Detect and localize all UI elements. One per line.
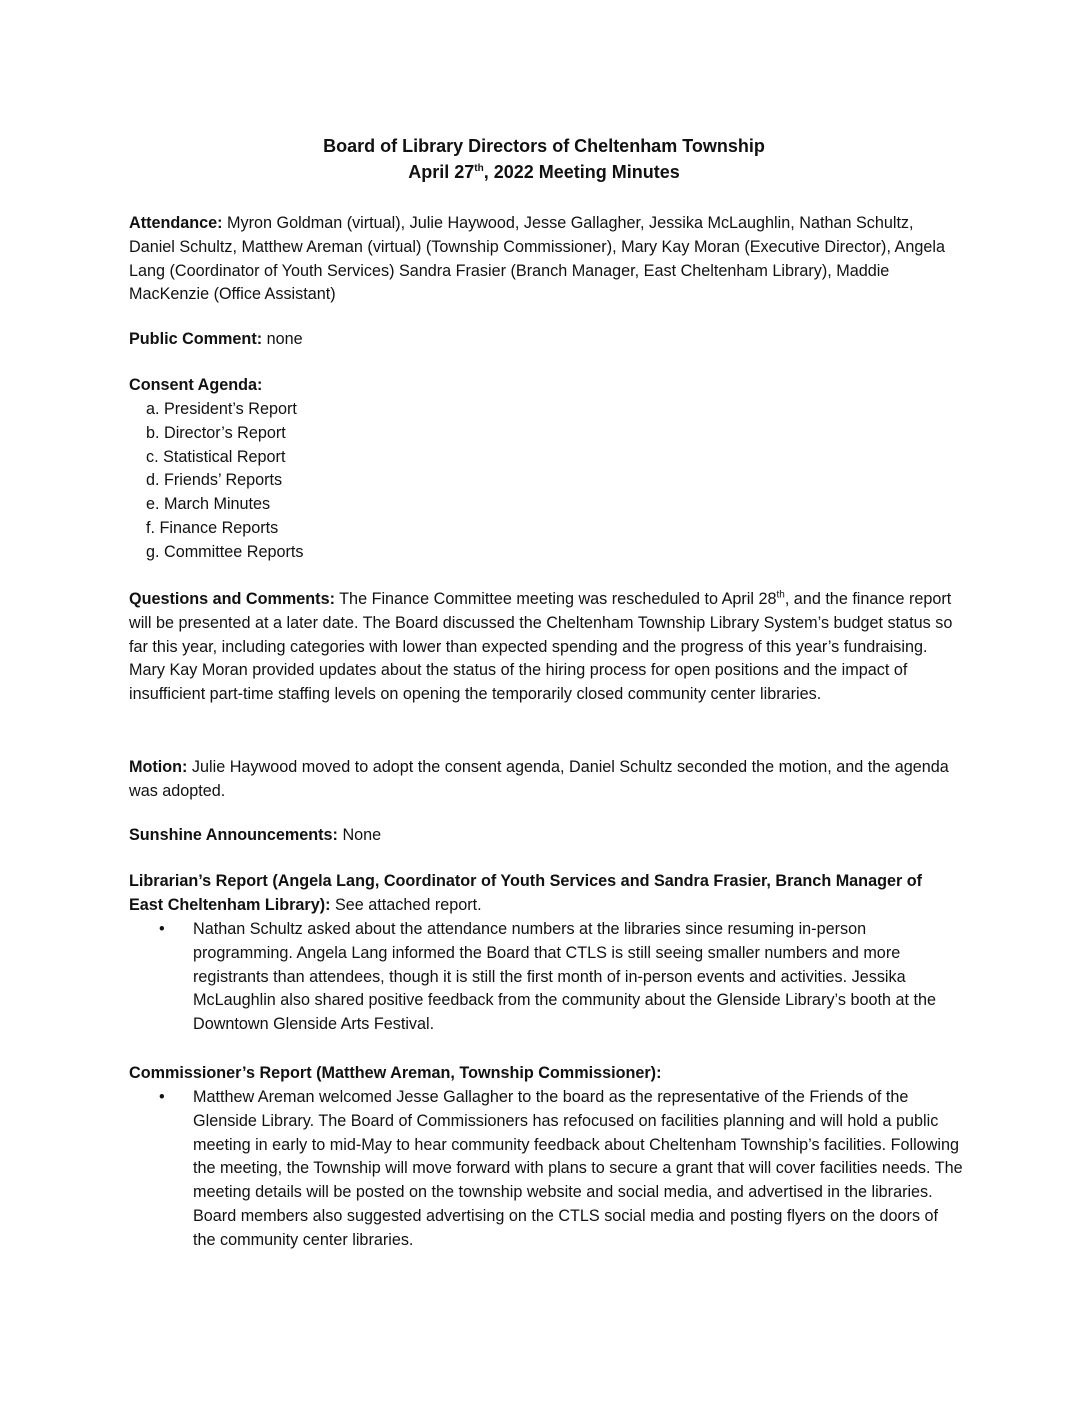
- public-comment-text: none: [262, 330, 303, 348]
- librarian-report-heading: [129, 870, 959, 918]
- questions-paragraph: [129, 588, 959, 707]
- list-item: d. Friends’ Reports: [146, 471, 283, 490]
- public-comment-label: Public Comment:: [129, 330, 263, 348]
- commissioner-report-label: Commissioner’s Report (Matthew Areman, Township Commissioner):: [129, 1064, 662, 1082]
- subtitle-date-suffix: th: [474, 163, 484, 174]
- list-item: e. March Minutes: [146, 495, 271, 514]
- consent-agenda-heading: [129, 374, 959, 398]
- questions-text-start: The Finance Committee meeting was rescheduled to April 28: [334, 590, 777, 608]
- list-item: g. Committee Reports: [146, 542, 304, 561]
- bullet-icon: •: [159, 920, 165, 938]
- sunshine-paragraph: [129, 824, 959, 848]
- bullet-icon: •: [159, 1088, 165, 1106]
- subtitle-date: April 27: [408, 162, 475, 182]
- consent-agenda-list: [146, 398, 303, 565]
- public-comment-paragraph: [129, 328, 959, 352]
- attendance-text: Myron Goldman (virtual), Julie Haywood, Jesse Gallagher, Jessika McLaughlin, Nathan Schultz, Daniel Schultz, Matthew Areman (virtual) (Township Commissioner), Mary Kay Moran (Executive Director), Angela Lang (Coordinator of Youth Services) Sandra Frasier (Branch Manager, East Cheltenham Library), Maddie MacKenzie (Office Assistant): [129, 214, 945, 304]
- motion-paragraph: [129, 756, 959, 804]
- sunshine-label: Sunshine Announcements:: [129, 826, 338, 844]
- librarian-report-label: Librarian’s Report (Angela Lang, Coordinator of Youth Services and Sandra Frasier, Branch Manager of East Cheltenham Library):: [129, 872, 923, 914]
- motion-text: Julie Haywood moved to adopt the consent agenda, Daniel Schultz seconded the motion, and the agenda was adopted.: [129, 758, 949, 800]
- questions-text-rest: , and the finance report will be presented at a later date. The Board discussed the Cheltenham Township Library System’s budget status so far this year, including categories with lower than expected spending and the progress of this year’s fundraising. Mary Kay Moran provided updates about the status of the hiring process for open positions and the impact of insufficient part-time staffing levels on opening the temporarily closed community center libraries.: [129, 590, 953, 704]
- list-item: c. Statistical Report: [146, 447, 286, 466]
- document-title: Board of Library Directors of Cheltenham Township: [323, 136, 765, 156]
- subtitle-rest: , 2022 Meeting Minutes: [483, 162, 680, 182]
- attendance-paragraph: [129, 212, 959, 307]
- list-item: b. Director’s Report: [146, 423, 286, 442]
- commissioner-bullet-text: Matthew Areman welcomed Jesse Gallagher to the board as the representative of the Friends of the Glenside Library. The Board of Commissioners has refocused on facilities planning and will hold a public meeting in early to mid-May to hear community feedback about Cheltenham Township’s facilities. Following the meeting, the Township will move forward with plans to secure a grant that will cover facilities needs. The meeting details will be posted on the township website and social media, and advertised in the libraries. Board members also suggested advertising on the CTLS social media and posting flyers on the doors of the community center libraries.: [193, 1088, 963, 1249]
- librarian-report-text: See attached report.: [330, 895, 482, 914]
- commissioner-report-heading: [129, 1062, 959, 1086]
- librarian-bullet-text: Nathan Schultz asked about the attendance numbers at the libraries since resuming in-person programming. Angela Lang informed the Board that CTLS is still seeing smaller numbers and more registrants than attendees, though it is still the first month of in-person events and activities. Jessika McLaughlin also shared positive feedback from the community about the Glenside Library’s booth at the Downtown Glenside Arts Festival.: [193, 920, 936, 1034]
- consent-agenda-label: Consent Agenda:: [129, 376, 263, 394]
- questions-date-suffix: th: [776, 589, 785, 601]
- questions-label: Questions and Comments:: [129, 590, 335, 608]
- sunshine-text: None: [337, 826, 382, 844]
- list-item: f. Finance Reports: [146, 518, 279, 537]
- document-subtitle: [0, 159, 1088, 185]
- attendance-label: Attendance:: [129, 214, 223, 232]
- motion-label: Motion:: [129, 758, 188, 776]
- list-item: a. President’s Report: [146, 400, 297, 418]
